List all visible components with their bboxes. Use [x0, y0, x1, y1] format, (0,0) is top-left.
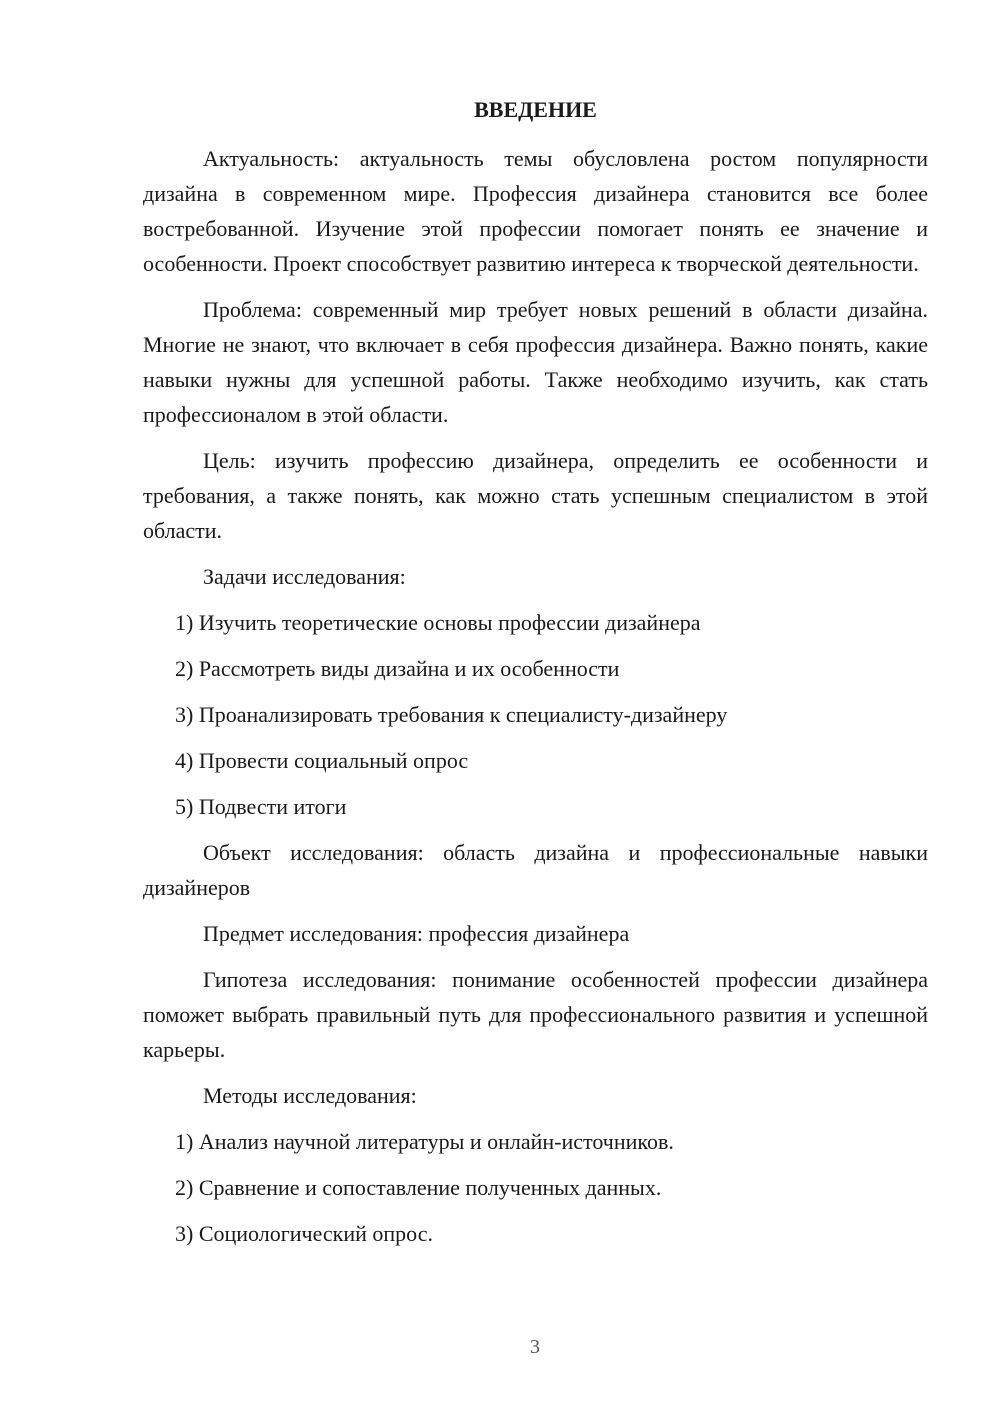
- methods-label: Методы исследования:: [203, 1083, 417, 1108]
- method-item: 3) Социологический опрос.: [175, 1221, 433, 1246]
- page-number: 3: [530, 1336, 540, 1358]
- task-item: 5) Подвести итоги: [175, 794, 347, 819]
- goal-paragraph: Цель: изучить профессию дизайнера, определить ее особенности и требования, а также понять, как можно стать успешным специалистом в этой области.: [143, 448, 928, 543]
- task-item: 3) Проанализировать требования к специалисту-дизайнеру: [175, 702, 728, 727]
- problem-paragraph: Проблема: современный мир требует новых решений в области дизайна. Многие не знают, что включает в себя профессия дизайнера. Важно понять, какие навыки нужны для успешной работы. Также необходимо изучить, как стать профессионалом в этой области.: [143, 297, 928, 427]
- method-item: 1) Анализ научной литературы и онлайн-источников.: [175, 1129, 674, 1154]
- subject-paragraph: Предмет исследования: профессия дизайнера: [203, 921, 630, 946]
- task-item: 2) Рассмотреть виды дизайна и их особенности: [175, 656, 620, 681]
- relevance-paragraph: Актуальность: актуальность темы обусловлена ростом популярности дизайна в современном мире. Профессия дизайнера становится все более востребованной. Изучение этой профессии помогает понять ее значение и особенности. Проект способствует развитию интереса к творческой деятельности.: [143, 146, 928, 276]
- page-content: [143, 95, 928, 1262]
- tasks-label: Задачи исследования:: [203, 564, 406, 589]
- object-paragraph: Объект исследования: область дизайна и профессиональные навыки дизайнеров: [143, 840, 928, 900]
- methods-list: [143, 1124, 928, 1251]
- hypothesis-paragraph: Гипотеза исследования: понимание особенностей профессии дизайнера поможет выбрать правильный путь для профессионального развития и успешной карьеры.: [143, 967, 928, 1062]
- tasks-list: [143, 605, 928, 824]
- task-item: 4) Провести социальный опрос: [175, 748, 469, 773]
- task-item: 1) Изучить теоретические основы профессии дизайнера: [175, 610, 701, 635]
- section-title: ВВЕДЕНИЕ: [474, 97, 597, 122]
- method-item: 2) Сравнение и сопоставление полученных данных.: [175, 1175, 662, 1200]
